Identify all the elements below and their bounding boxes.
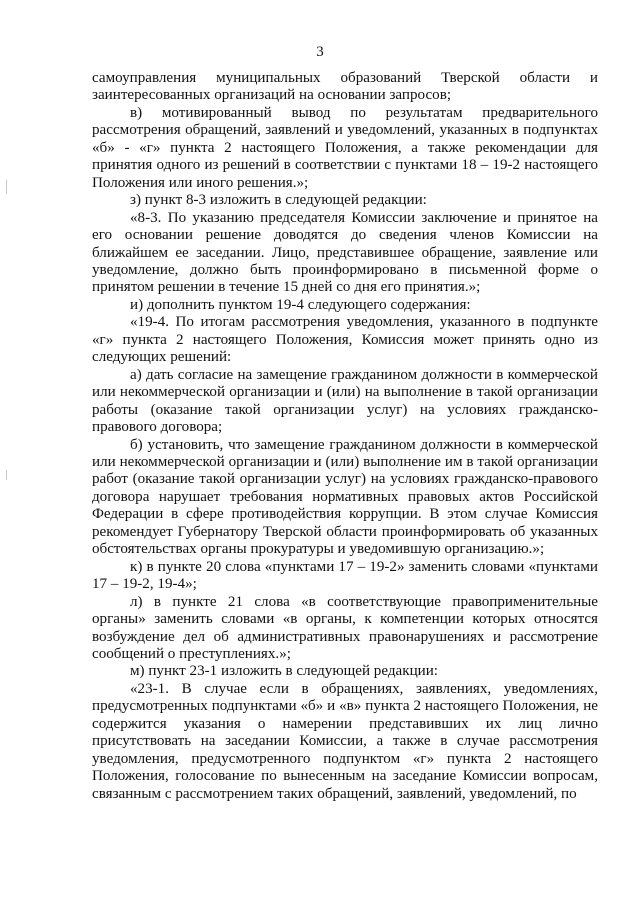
paragraph: з) пункт 8-3 изложить в следующей редакции: (130, 192, 427, 209)
paragraph: л) в пункте 21 слова «в соответствующие правоприменительные органы» заменить словами «в органы, к компетенции которых относятся возбуждение дел об административных правонарушениях и рассмотрение сообщений о преступлениях.»; (92, 593, 598, 662)
paragraph: «19-4. По итогам рассмотрения уведомления, указанного в подпункте «г» пункта 2 настоящего Положения, Комиссия может принять одно из следующих решений: (92, 314, 598, 366)
paragraph: и) дополнить пунктом 19-4 следующего содержания: (130, 296, 471, 313)
paragraph: б) установить, что замещение гражданином должности в коммерческой или некоммерческой организации и (или) выполнение им в такой организации работ (оказание такой организации услуг) на условиях гражданско-правового договора нарушает требования нормативных правовых актов Российской Федерации в сфере противодействия коррупции. В этом случае Комиссия рекомендует Губернатору Тверской области проинформировать об указанных обстоятельствах органы прокуратуры и уведомившую организацию.»; (92, 436, 598, 558)
page-number: 3 (316, 44, 324, 60)
paragraph: в) мотивированный вывод по результатам предварительного рассмотрения обращений, заявлений и уведомлений, указанных в подпунктах «б» - «г» пункта 2 настоящего Положения, а также рекомендации для принятия одного из решений в соответствии с пунктами 18 – 19-2 настоящего Положения или иного решения.»; (92, 104, 598, 191)
document-body (92, 70, 598, 803)
scan-edge-mark (6, 470, 7, 480)
paragraph: «8-3. По указанию председателя Комиссии заключение и принятое на его основании решение доводятся до сведения членов Комиссии на ближайшем ее заседании. Лицо, представившее обращение, заявление или уведомление, должно быть проинформировано в письменной форме о принятом решении в течение 15 дней со дня его принятия.»; (92, 209, 598, 296)
paragraph: а) дать согласие на замещение гражданином должности в коммерческой или некоммерческой организации и (или) на выполнение в такой организации работы (оказание такой организации услуг) на условиях гражданско-правового договора; (92, 366, 598, 436)
paragraph: к) в пункте 20 слова «пунктами 17 – 19-2» заменить словами «пунктами 17 – 19-2, 19-4»; (92, 558, 598, 593)
paragraph: самоуправления муниципальных образований Тверской области и заинтересованных организаций на основании запросов; (92, 70, 598, 104)
paragraph: м) пункт 23-1 изложить в следующей редакции: (130, 663, 438, 680)
scan-edge-mark (6, 180, 7, 194)
paragraph: «23-1. В случае если в обращениях, заявлениях, уведомлениях, предусмотренных подпунктами «б» и «в» пункта 2 настоящего Положения, не содержится указания о намерении представивших их лиц лично присутствовать на заседании Комиссии, а также в случае рассмотрения уведомления, предусмотренного подпунктом «г» пункта 2 настоящего Положения, голосование по вынесенным на заседание Комиссии вопросам, связанным с рассмотрением таких обращений, заявлений, уведомлений, по (92, 680, 598, 802)
